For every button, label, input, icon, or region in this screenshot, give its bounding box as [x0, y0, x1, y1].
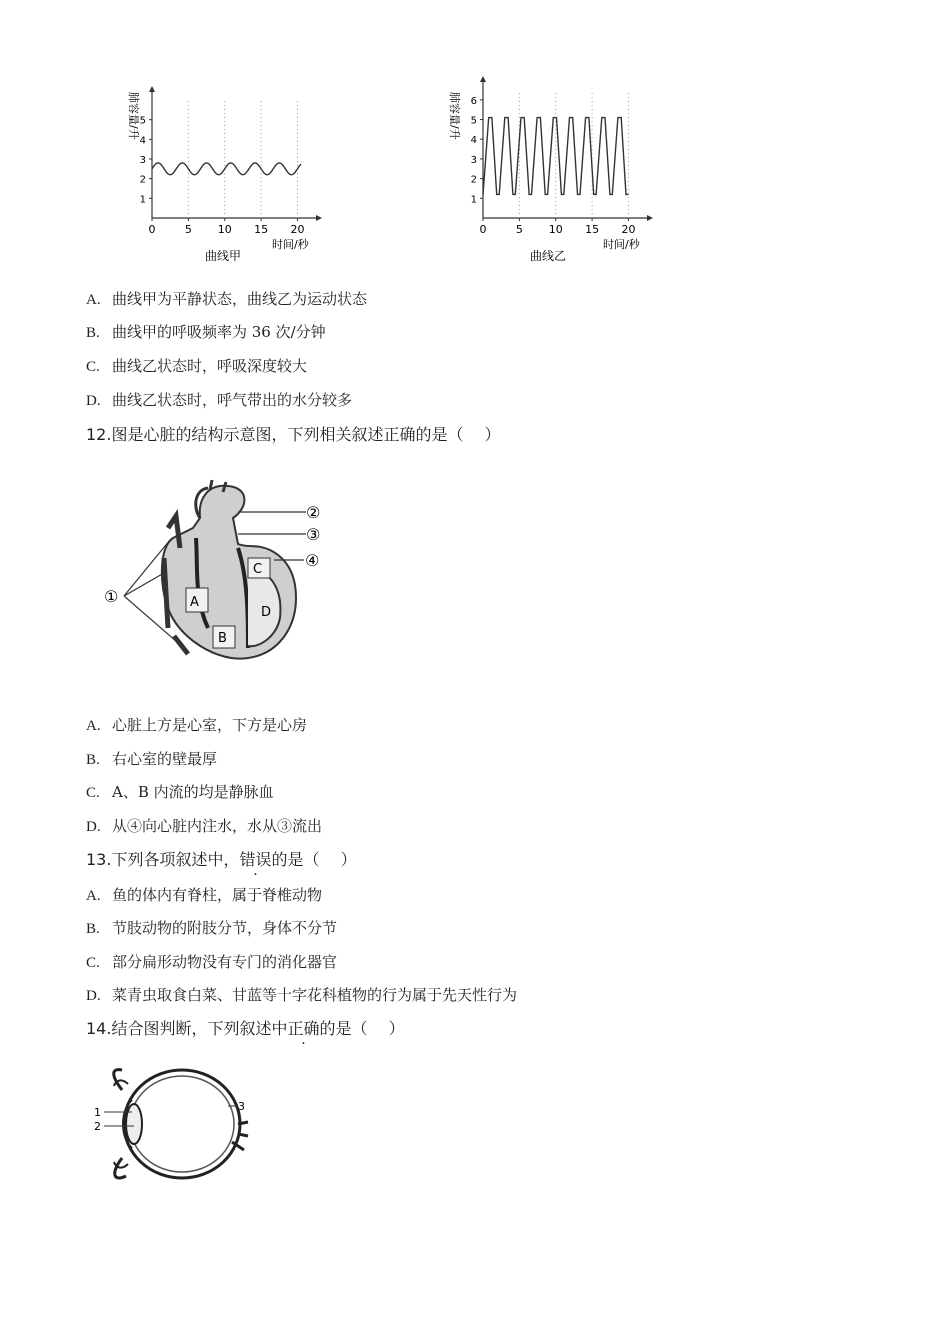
chart-jia-plot [140, 86, 322, 236]
heart-diagram [98, 478, 338, 678]
option-text: 曲线甲的呼吸频率为 36 次/分钟 [112, 323, 326, 341]
chart-yi-ylabel: 肺容量/升 [448, 92, 461, 140]
question-number: 14. [86, 1019, 112, 1038]
option-text: 从④向心脏内注水，水从③流出 [112, 817, 323, 835]
x-tick-label: 5 [515, 223, 523, 236]
heart-label-b: B [218, 631, 227, 646]
chart-jia-caption: 曲线甲 [205, 249, 242, 263]
option-text: 曲线乙状态时，呼气带出的水分较多 [112, 391, 353, 409]
q11-option-c [86, 355, 307, 376]
x-tick-label: 15 [585, 223, 600, 236]
q11-option-b [86, 321, 326, 342]
option-label: B. [86, 752, 100, 768]
eye-label-1: 1 [94, 1106, 101, 1119]
option-text: 部分扁形动物没有专门的消化器官 [112, 953, 338, 971]
x-tick-label: 10 [548, 223, 563, 236]
x-tick-label: 10 [217, 223, 232, 236]
question-text-end: 的是（ ） [319, 1019, 405, 1038]
eye-diagram [92, 1062, 252, 1192]
option-label: B. [86, 325, 100, 341]
x-tick-label: 0 [148, 223, 156, 236]
y-tick-label: 2 [470, 174, 477, 186]
question-text: 下列各项叙述中， [111, 850, 240, 869]
q12-stem [86, 422, 501, 445]
eye-label-3: 3 [238, 1100, 245, 1113]
series-line [152, 163, 301, 175]
y-tick-label: 3 [139, 155, 146, 166]
y-tick-label: 4 [470, 135, 477, 147]
q12-option-c [86, 781, 274, 802]
eye-label-2: 2 [94, 1120, 101, 1133]
option-label: D. [86, 988, 101, 1004]
lens [126, 1104, 142, 1144]
y-axis-arrow [149, 86, 155, 92]
q13-option-a [86, 884, 322, 905]
q14-stem [86, 1016, 405, 1039]
q13-option-c [86, 951, 337, 972]
chart-jia-ylabel: 肺容量/升 [127, 92, 140, 140]
y-axis-arrow [480, 76, 486, 82]
x-tick-label: 15 [254, 223, 269, 236]
chart-yi [445, 70, 665, 265]
y-tick-label: 2 [139, 174, 146, 186]
option-label: C. [86, 955, 100, 971]
option-text: 节肢动物的附肢分节，身体不分节 [112, 919, 338, 937]
option-label: D. [86, 819, 101, 835]
option-text: 菜青虫取食白菜、甘蓝等十字花科植物的行为属于先天性行为 [112, 986, 518, 1004]
x-axis-arrow [316, 215, 322, 221]
emphasis-text: 正确 [287, 1019, 320, 1038]
x-tick-label: 20 [621, 223, 636, 236]
heart-label-d: D [261, 605, 272, 620]
y-tick-label: 5 [139, 115, 146, 127]
chart-yi-caption: 曲线乙 [530, 249, 567, 263]
option-label: C. [86, 785, 100, 801]
question-text-end: 的是（ ） [271, 850, 357, 869]
option-label: A. [86, 888, 101, 904]
q12-option-d [86, 815, 322, 836]
chart-jia-xlabel: 时间/秒 [272, 238, 309, 251]
chart-jia [110, 70, 330, 265]
option-label: B. [86, 921, 100, 937]
q13-option-d [86, 984, 517, 1005]
option-text: 曲线甲为平静状态，曲线乙为运动状态 [112, 290, 368, 308]
y-tick-label: 1 [470, 194, 477, 206]
heart-label-3: ③ [306, 525, 321, 544]
option-text: 右心室的壁最厚 [112, 750, 218, 768]
option-text: 心脏上方是心室，下方是心房 [112, 716, 308, 734]
q13-stem [86, 847, 357, 870]
question-number: 12. [86, 425, 112, 444]
x-axis-arrow [647, 215, 653, 221]
question-text: 结合图判断，下列叙述中 [111, 1019, 288, 1038]
q12-option-a [86, 714, 307, 735]
option-label: A. [86, 718, 101, 734]
question-number: 13. [86, 850, 112, 869]
heart-label-c: C [253, 562, 263, 577]
x-tick-label: 5 [184, 223, 192, 236]
y-tick-label: 5 [470, 115, 477, 127]
option-label: D. [86, 393, 101, 409]
q11-option-d [86, 389, 352, 410]
heart-label-4: ④ [305, 551, 320, 570]
y-tick-label: 4 [139, 135, 146, 147]
heart-label-a: A [190, 595, 199, 610]
option-text: 鱼的体内有脊柱，属于脊椎动物 [112, 886, 323, 904]
x-tick-label: 20 [290, 223, 305, 236]
emphasis-text: 错误 [239, 850, 272, 869]
question-text: 图是心脏的结构示意图，下列相关叙述正确的是（ ） [111, 425, 501, 444]
option-label: A. [86, 292, 101, 308]
q12-option-b [86, 748, 217, 769]
heart-label-2: ② [306, 503, 321, 522]
y-tick-label: 6 [470, 95, 477, 107]
heart-label-1: ① [104, 587, 119, 606]
y-tick-label: 3 [470, 154, 477, 166]
q13-option-b [86, 917, 337, 938]
y-tick-label: 1 [139, 194, 146, 206]
chart-yi-xlabel: 时间/秒 [603, 238, 640, 251]
chart-yi-plot [471, 76, 653, 236]
option-text: 曲线乙状态时，呼吸深度较大 [112, 357, 308, 375]
option-label: C. [86, 359, 100, 375]
x-tick-label: 0 [479, 223, 487, 236]
option-text: A、B 内流的均是静脉血 [112, 783, 274, 801]
q11-option-a [86, 288, 367, 309]
